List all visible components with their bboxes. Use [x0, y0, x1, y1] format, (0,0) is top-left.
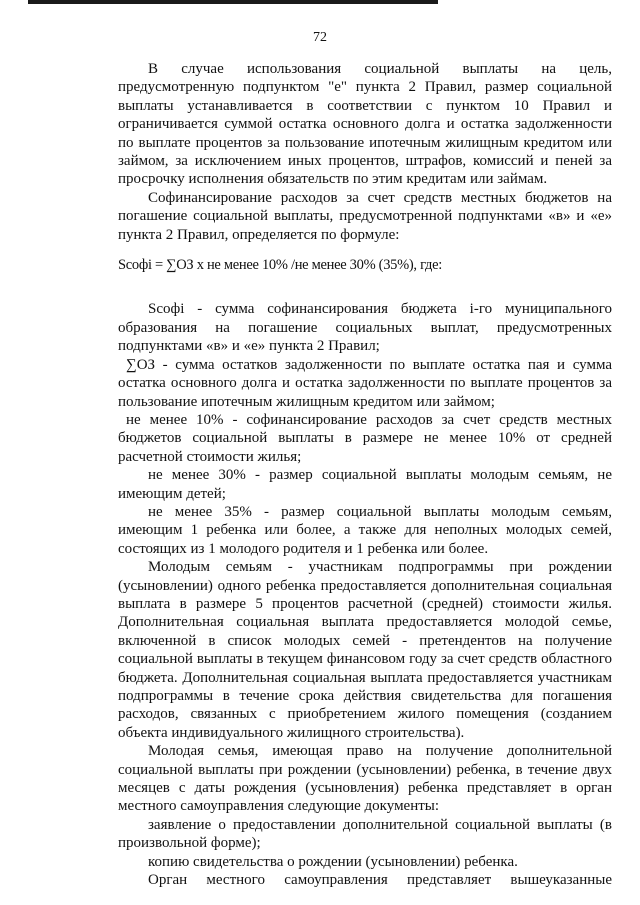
list-item-application: заявление о предоставлении дополнительной социальной выплаты (в произвольной форме); — [118, 816, 612, 852]
paragraph-authority-submits: Орган местного самоуправления представляет вышеуказанные — [148, 872, 612, 889]
definition-sum-oz: ∑ОЗ - сумма остатков задолженности по выплате остатка пая и сумма остатка основного долга и остатка задолженности по выплате процентов за пользование ипотечным жилищным кредитом или займом; — [118, 356, 612, 410]
definition-30-percent: не менее 30% - размер социальной выплаты молодым семьям, не имеющим детей; — [118, 467, 612, 502]
definition-35-percent: не менее 35% - размер социальной выплаты молодым семьям, имеющим 1 ребенка или более, а также для неполных молодых семей, состоящих из 1 молодого родителя и 1 ребенка или более. — [118, 503, 612, 557]
cofinancing-formula: Scoфi = ∑ОЗ х не менее 10% /не менее 30% (35%), где: — [118, 257, 442, 274]
list-item-birth-certificate: копию свидетельства о рождении (усыновлении) ребенка. — [148, 853, 518, 870]
document-body — [118, 60, 612, 889]
paragraph-additional-payment: Молодым семьям - участникам подпрограммы при рождении (усыновлении) одного ребенка предоставляется дополнительная социальная выплата в размере 5 процентов расчетной (средней) стоимости жилья. Дополнительная социальная выплата предоставляется молодой семье, включенной в список молодых семей - претендентов на получение социальной выплаты в текущем финансовом году за счет средств областного бюджета. Дополнительная социальная выплата предоставляется участникам подпрограммы в течение срока действия свидетельства для погашения расходов, связанных с приобретением жилого помещения (созданием объекта индивидуального жилищного строительства). — [118, 559, 612, 741]
paragraph-cofinancing-intro: Софинансирование расходов за счет средств местных бюджетов на погашение социальной выплаты, предусмотренной подпунктами «в» и «е» пункта 2 Правил, определяется по формуле: — [118, 189, 612, 243]
paragraph-social-payment-use: В случае использования социальной выплаты на цель, предусмотренную подпунктом "е" пункта 2 Правил, размер социальной выплаты устанавливается в соответствии с пунктом 10 Правил и ограничивается суммой остатка основного долга и остатка задолженности по выплате процентов за пользование ипотечным жилищным кредитом или займом, за исключением иных процентов, штрафов, комиссий и пеней за просрочку исполнения обязательств по этим кредитам или займам. — [118, 61, 612, 188]
paragraph-documents-required: Молодая семья, имеющая право на получение дополнительной социальной выплаты при рождении (усыновлении) ребенка, в течение двух месяцев с даты рождения (усыновления) ребенка представляет в орган местного самоуправления следующие документы: — [118, 743, 612, 815]
definition-scofi: Scoфi - сумма софинансирования бюджета i-го муниципального образования на погашение социальных выплат, предусмотренных подпунктами «в» и «е» пункта 2 Правил; — [118, 301, 612, 355]
page-number: 72 — [313, 30, 327, 45]
scan-top-rule — [28, 0, 438, 4]
definition-10-percent: не менее 10% - софинансирование расходов за счет средств местных бюджетов социальной выплаты в размере не менее 10% от средней расчетной стоимости жилья; — [118, 411, 612, 465]
